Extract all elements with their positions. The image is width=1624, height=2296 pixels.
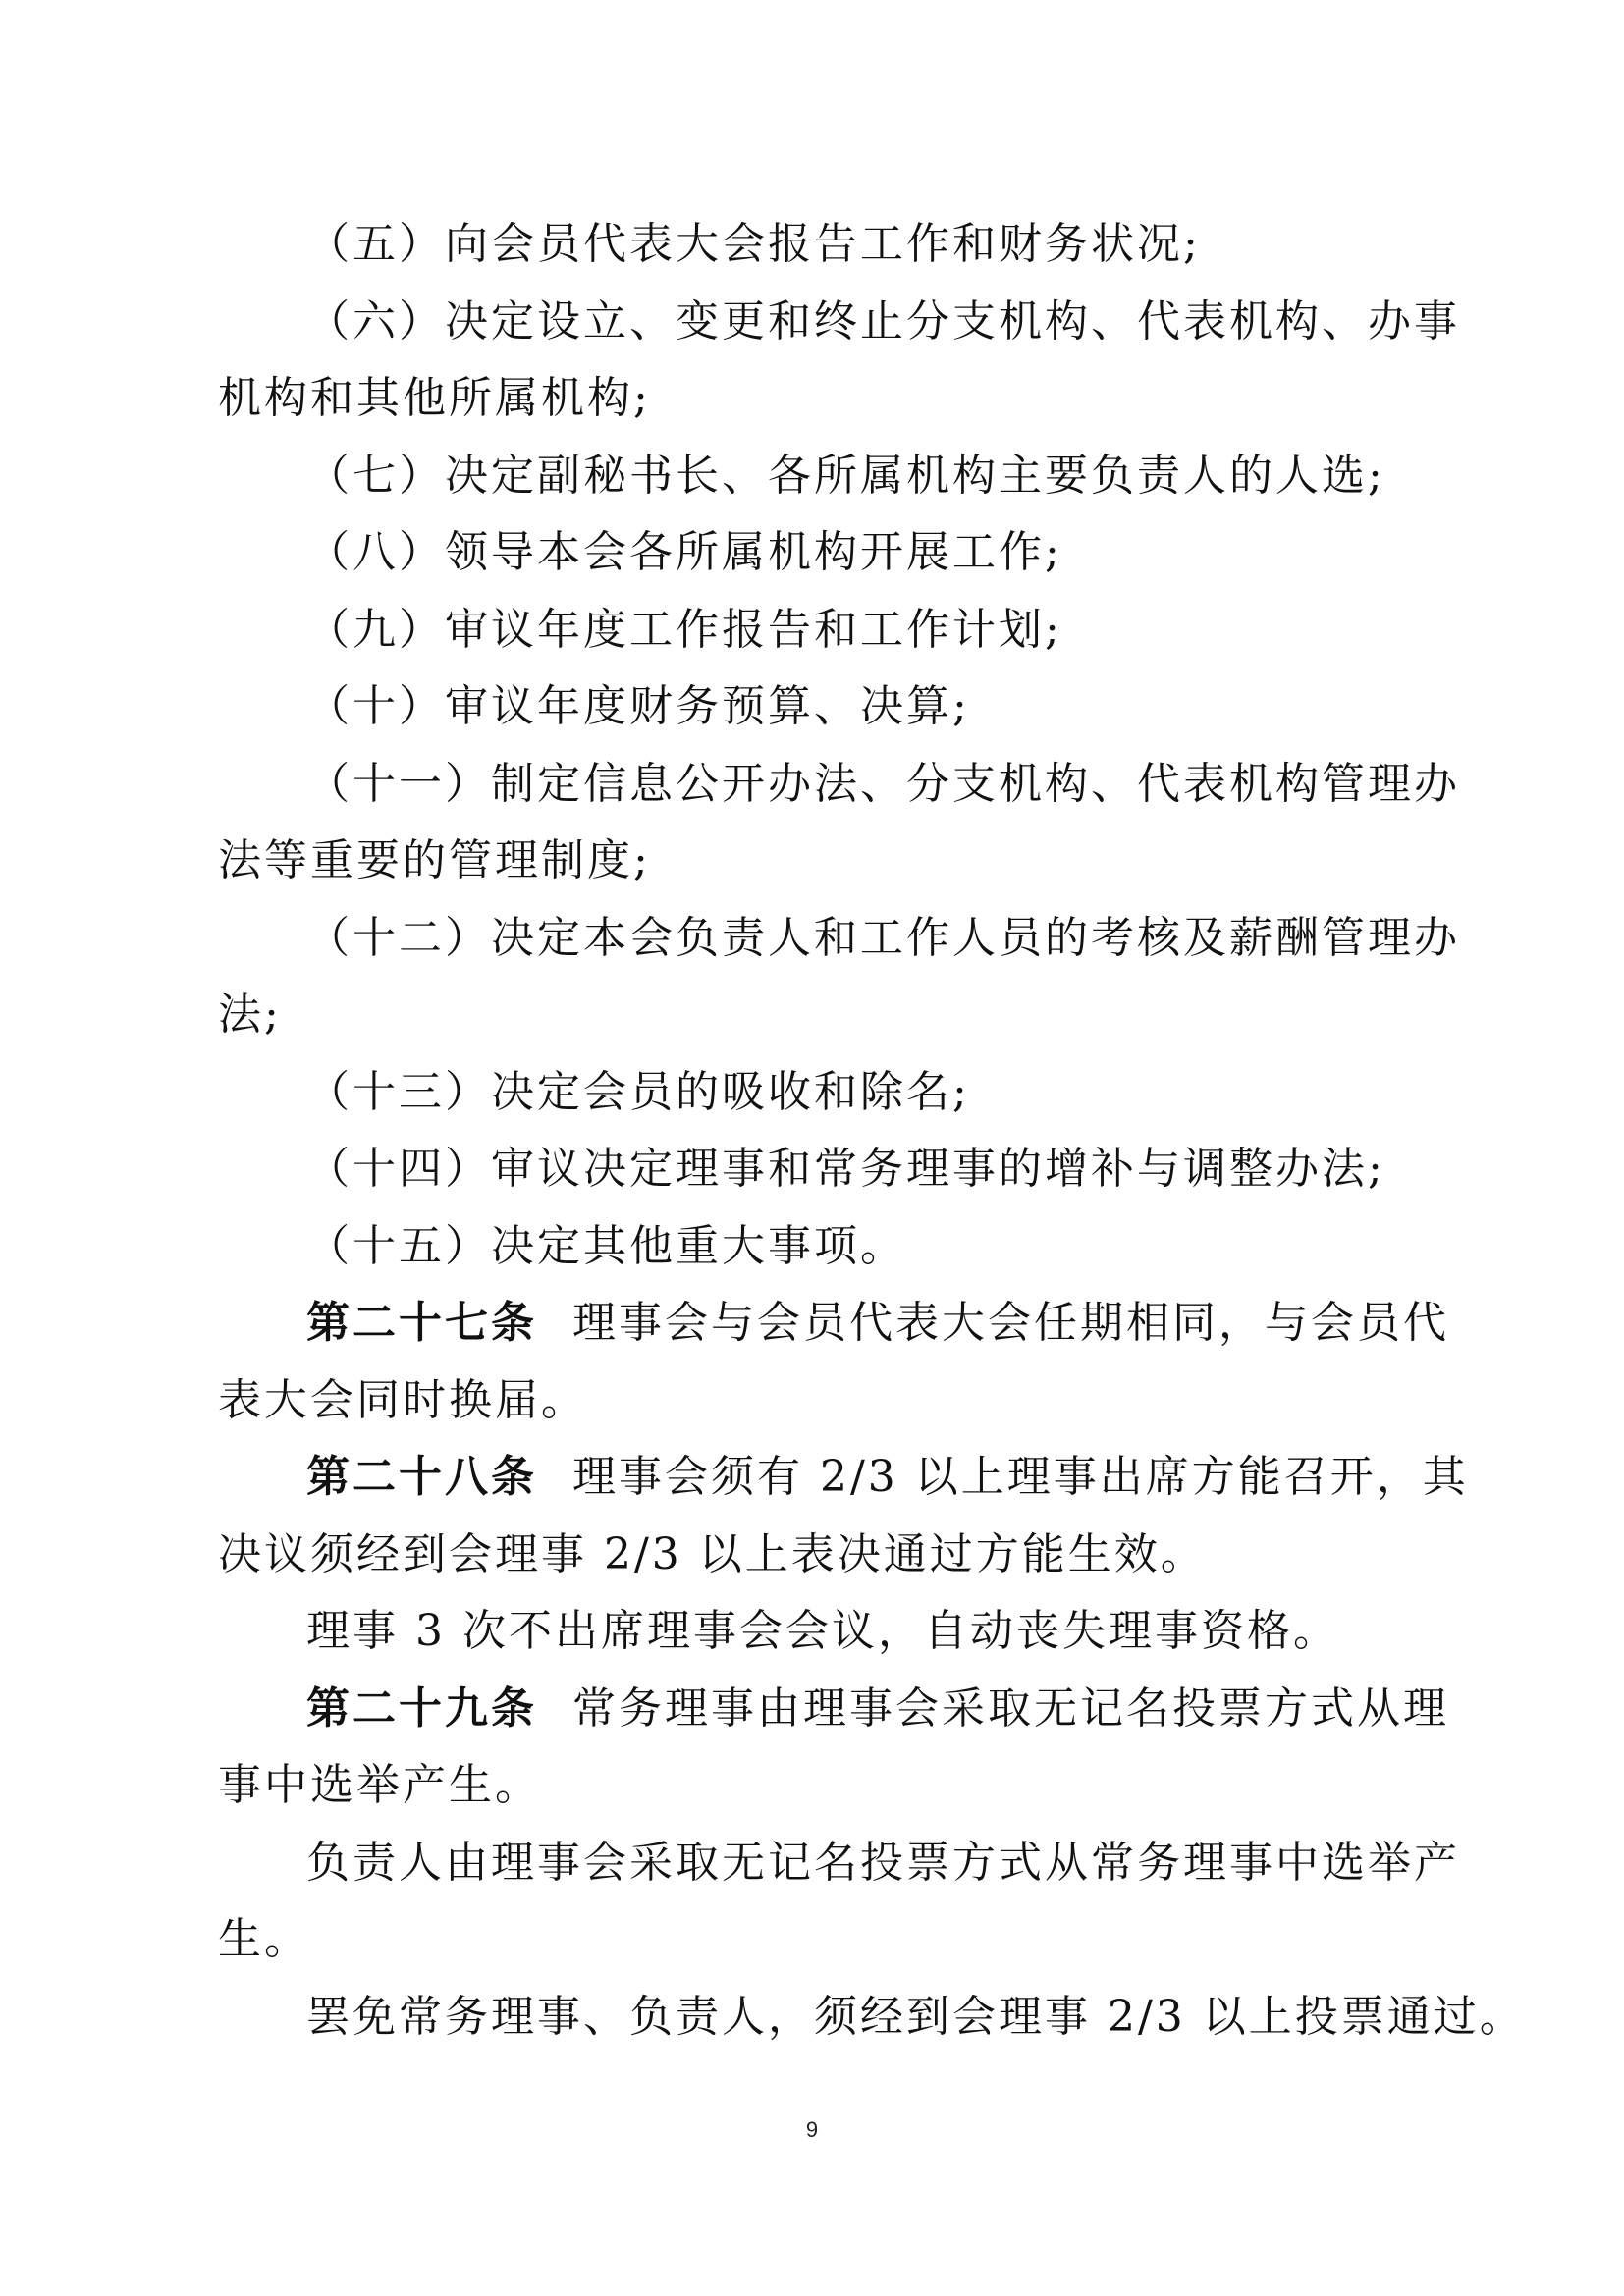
list-item-12-continued: 法; bbox=[218, 989, 282, 1040]
article-28-continued: 决议须经到会理事 2/3 以上表决通过方能生效。 bbox=[218, 1528, 1207, 1579]
list-item-6-continued: 机构和其他所属机构; bbox=[218, 373, 651, 423]
article-28 bbox=[218, 1439, 1469, 1517]
article-29-paragraph-2: 负责人由理事会采取无记名投票方式从常务理事中选举产 bbox=[306, 1837, 1460, 1888]
list-item-5: （五）向会员代表大会报告工作和财务状况; bbox=[306, 219, 1201, 269]
list-item-14: （十四）审议决定理事和常务理事的增补与调整办法; bbox=[306, 1144, 1385, 1194]
article-29-paragraph-3: 罢免常务理事、负责人，须经到会理事 2/3 以上投票通过。 bbox=[306, 1991, 1526, 2042]
article-29-continued: 事中选举产生。 bbox=[218, 1760, 541, 1810]
article-28-title: 第二十八条 bbox=[306, 1452, 537, 1502]
list-item-6: （六）决定设立、变更和终止分支机构、代表机构、办事 bbox=[306, 295, 1460, 347]
article-29-text: 常务理事由理事会采取无记名投票方式从理 bbox=[572, 1682, 1449, 1734]
article-27-text: 理事会与会员代表大会任期相同，与会员代 bbox=[572, 1298, 1449, 1348]
list-item-13: （十三）决定会员的吸收和除名; bbox=[306, 1066, 970, 1117]
list-item-7: （七）决定副秘书长、各所属机构主要负责人的人选; bbox=[306, 450, 1385, 501]
list-item-10: （十）审议年度财务预算、决算; bbox=[306, 681, 970, 731]
article-29-paragraph-2-continued: 生。 bbox=[218, 1914, 310, 1964]
list-item-11-continued: 法等重要的管理制度; bbox=[218, 835, 651, 885]
document-body bbox=[218, 206, 1526, 2056]
list-item-8: （八）领导本会各所属机构开展工作; bbox=[306, 527, 1062, 577]
article-29-title: 第二十九条 bbox=[306, 1682, 537, 1734]
list-item-9: （九）审议年度工作报告和工作计划; bbox=[306, 604, 1062, 655]
article-27 bbox=[218, 1285, 1449, 1362]
article-28-text: 理事会须有 2/3 以上理事出席方能召开，其 bbox=[572, 1452, 1469, 1502]
article-28-paragraph-2: 理事 3 次不出席理事会会议，自动丧失理事资格。 bbox=[306, 1606, 1339, 1656]
list-item-15: （十五）决定其他重大事项。 bbox=[306, 1220, 906, 1271]
page-number: 9 bbox=[805, 2117, 819, 2142]
list-item-11: （十一）制定信息公开办法、分支机构、代表机构管理办 bbox=[306, 758, 1460, 809]
article-27-continued: 表大会同时换届。 bbox=[218, 1374, 587, 1425]
list-item-12: （十二）决定本会负责人和工作人员的考核及薪酬管理办 bbox=[306, 912, 1460, 963]
article-27-title: 第二十七条 bbox=[306, 1298, 537, 1348]
article-29 bbox=[218, 1671, 1449, 1748]
